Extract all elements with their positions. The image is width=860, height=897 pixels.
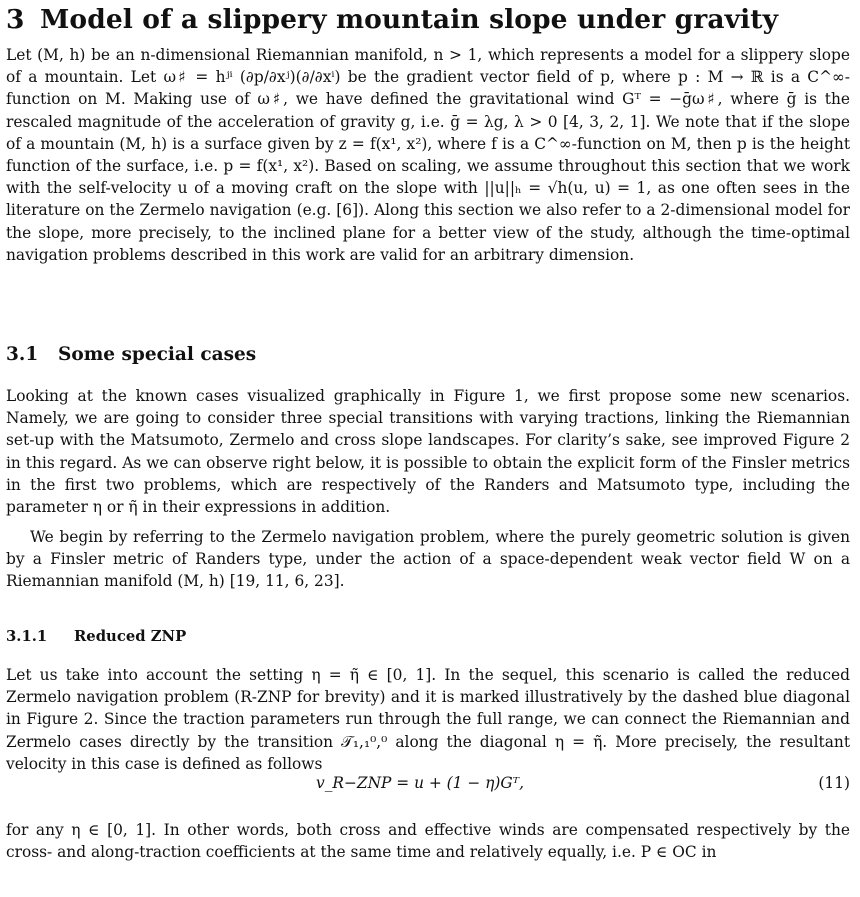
subsection-title: Some special cases xyxy=(58,344,257,365)
section-heading xyxy=(6,4,778,35)
subsubsection-paragraph-2: for any η ∈ [0, 1]. In other words, both cross and effective winds are compensated respectively by the cross- and along-traction coefficients at the same time and relatively equally, i.e. P ∈ OC in xyxy=(6,821,850,862)
subsubsection-title: Reduced ZNP xyxy=(74,628,187,645)
subsubsection-paragraph-1: Let us take into account the setting η = η̃ ∈ [0, 1]. In the sequel, this scenario is called the reduced Zermelo navigation problem (R-ZNP for brevity) and it is marked illustratively by the dashed blue diagonal in Figure 2. Since the traction parameters run through the full range, we can connect the Riemannian and Zermelo cases directly by the transition 𝒯₁,₁⁰,⁰ along the diagonal η = η̃. More precisely, the resultant velocity in this case is defined as follows xyxy=(6,666,850,773)
subsection-paragraph-2: We begin by referring to the Zermelo navigation problem, where the purely geometric solution is given by a Finsler metric of Randers type, under the action of a space-dependent weak vector field W on a Riemannian manifold (M, h) [19, 11, 6, 23]. xyxy=(6,528,850,591)
subsubsection-heading xyxy=(6,628,186,645)
subsection-paragraph-1: Looking at the known cases visualized graphically in Figure 1, we first propose some new scenarios. Namely, we are going to consider three special transitions with varying tractions, linking the Riemannian set-up with the Matsumoto, Zermelo and cross slope landscapes. For clarity’s sake, see improved Figure 2 in this regard. As we can observe right below, it is possible to obtain the explicit form of the Finsler metrics in the first two problems, which are respectively of the Randers and Matsumoto type, including the parameter η or η̃ in their expressions in addition. xyxy=(6,387,850,517)
subsection-heading xyxy=(6,344,256,365)
equation-number: (11) xyxy=(818,774,850,792)
equation-body: v_R−ZNP = u + (1 − η)Gᵀ, xyxy=(316,774,525,792)
equation-11 xyxy=(6,774,850,798)
section-number: 3 xyxy=(6,4,25,35)
subsection-number: 3.1 xyxy=(6,344,39,365)
section-intro-paragraph: Let (M, h) be an n-dimensional Riemannian manifold, n > 1, which represents a model for a slippery slope of a mountain. Let ω♯ = hʲⁱ (∂p/∂xʲ)(∂/∂xⁱ) be the gradient vector field of p, where p : M → ℝ is a C^∞-function on M. Making use of ω♯, we have defined the gravitational wind Gᵀ = −ḡω♯, where ḡ is the rescaled magnitude of the acceleration of gravity g, i.e. ḡ = λg, λ > 0 [4, 3, 2, 1]. We note that if the slope of a mountain (M, h) is a surface given by z = f(x¹, x²), where f is a C^∞-function on M, then p is the height function of the surface, i.e. p = f(x¹, x²). Based on scaling, we assume throughout this section that we work with the self-velocity u of a moving craft on the slope with ||u||ₕ = √h(u, u) = 1, as one often sees in the literature on the Zermelo navigation (e.g. [6]). Along this section we also refer to a 2-dimensional model for the slope, more precisely, to the inclined plane for a better view of the study, although the time-optimal navigation problems described in this work are valid for an arbitrary dimension. xyxy=(6,46,850,264)
subsubsection-number: 3.1.1 xyxy=(6,628,48,645)
section-title: Model of a slippery mountain slope under gravity xyxy=(40,4,779,35)
